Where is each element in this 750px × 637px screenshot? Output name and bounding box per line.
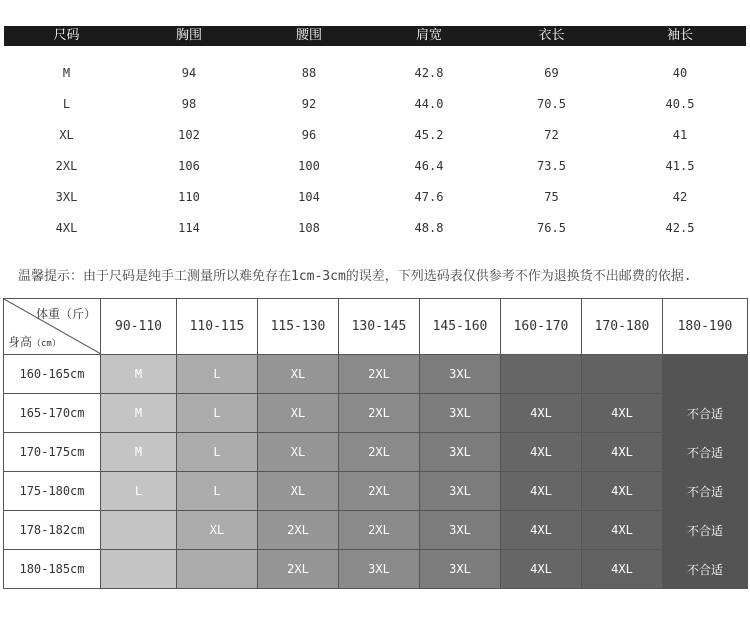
size-cell: 100 (298, 159, 320, 173)
size-recommendation-cell: 2XL (258, 511, 339, 550)
size-recommendation-cell: 4XL (582, 394, 663, 433)
size-recommendation-cell: 3XL (339, 550, 420, 589)
size-recommendation-cell (501, 355, 582, 394)
size-cell: 76.5 (537, 221, 566, 235)
size-recommendation-cell: L (177, 394, 258, 433)
header-waist: 腰围 (295, 28, 322, 43)
size-recommendation-cell: 不合适 (663, 394, 748, 433)
size-cell: M (62, 66, 71, 80)
size-recommendation-cell: L (177, 433, 258, 472)
size-recommendation-cell (177, 550, 258, 589)
size-cell: 98 (181, 97, 197, 111)
weight-header-cell: 90-110 (101, 299, 177, 355)
height-label: 身高 (8, 335, 33, 349)
size-cell: 94 (181, 66, 197, 80)
size-recommendation-cell: 3XL (420, 550, 501, 589)
size-cell: 47.6 (414, 190, 444, 204)
size-recommendation-cell (101, 511, 177, 550)
size-recommendation-cell: 不合适 (663, 433, 748, 472)
size-cell: 46.4 (414, 159, 444, 173)
size-recommendation-cell: 2XL (339, 433, 420, 472)
weight-header-cell: 145-160 (420, 299, 501, 355)
size-recommendation-cell: 4XL (501, 550, 582, 589)
size-recommendation-cell: 4XL (582, 511, 663, 550)
size-cell: 88 (301, 66, 317, 80)
size-recommendation-cell: 2XL (258, 550, 339, 589)
size-recommendation-cell: 不合适 (663, 472, 748, 511)
size-recommendation-cell (663, 355, 748, 394)
size-recommendation-cell: 4XL (501, 511, 582, 550)
size-recommendation-cell: M (101, 355, 177, 394)
size-cell: 73.5 (537, 159, 566, 173)
size-cell: 48.8 (414, 221, 444, 235)
size-recommendation-cell: XL (258, 355, 339, 394)
header-sleeve: 袖长 (666, 28, 693, 43)
size-recommendation-cell: 3XL (420, 355, 501, 394)
height-row (4, 355, 748, 394)
size-cell: XL (59, 128, 74, 142)
weight-header-cell: 110-115 (177, 299, 258, 355)
size-table-body (4, 58, 746, 244)
height-unit: （cm） (32, 339, 61, 349)
size-cell: 40.5 (665, 97, 695, 111)
size-cell: 42.8 (414, 66, 444, 80)
size-recommendation-cell: 4XL (501, 433, 582, 472)
height-range-cell: 178-182cm (4, 511, 101, 550)
size-recommendation-grid (3, 298, 747, 608)
size-recommendation-cell: 4XL (582, 433, 663, 472)
size-recommendation-cell: 不合适 (663, 550, 748, 589)
size-recommendation-cell: 4XL (582, 472, 663, 511)
size-recommendation-cell (101, 550, 177, 589)
size-recommendation-cell: 4XL (582, 550, 663, 589)
size-recommendation-cell: 2XL (339, 472, 420, 511)
size-recommendation-cell: L (101, 472, 177, 511)
size-recommendation-cell: XL (177, 511, 258, 550)
header-chest: 胸围 (175, 28, 202, 43)
size-recommendation-cell: 2XL (339, 355, 420, 394)
size-cell: 3XL (55, 190, 78, 204)
weight-header-cell: 130-145 (339, 299, 420, 355)
weight-header-cell: 170-180 (582, 299, 663, 355)
size-recommendation-cell: XL (258, 433, 339, 472)
size-recommendation-cell: 3XL (420, 394, 501, 433)
size-cell: L (62, 97, 71, 111)
size-recommendation-cell: 3XL (420, 472, 501, 511)
header-shoulder: 肩宽 (415, 28, 442, 43)
size-cell: 92 (301, 97, 317, 111)
height-range-cell: 165-170cm (4, 394, 101, 433)
size-cell: 41 (672, 128, 688, 142)
size-recommendation-cell: XL (258, 394, 339, 433)
height-row (4, 472, 748, 511)
size-cell: 102 (178, 128, 200, 142)
weight-label: 体重（斤） (35, 307, 96, 321)
height-row (4, 550, 748, 589)
size-row (4, 182, 746, 213)
height-range-cell: 180-185cm (4, 550, 101, 589)
weight-header-row (4, 299, 748, 355)
size-recommendation-cell: 4XL (501, 394, 582, 433)
size-row (4, 213, 746, 244)
size-cell: 45.2 (414, 128, 444, 142)
header-size: 尺码 (53, 28, 80, 43)
size-row (4, 58, 746, 89)
height-row (4, 511, 748, 550)
size-row (4, 120, 746, 151)
size-cell: 69 (544, 66, 559, 80)
size-cell: 70.5 (537, 97, 566, 111)
size-recommendation-cell: 4XL (501, 472, 582, 511)
height-range-cell: 170-175cm (4, 433, 101, 472)
size-recommendation-cell: L (177, 472, 258, 511)
size-cell: 41.5 (665, 159, 695, 173)
size-cell: 106 (178, 159, 200, 173)
size-row (4, 151, 746, 182)
size-cell: 42.5 (665, 221, 695, 235)
weight-header-cell: 180-190 (663, 299, 748, 355)
size-table-header (4, 26, 746, 46)
size-recommendation-cell: L (177, 355, 258, 394)
height-range-cell: 175-180cm (4, 472, 101, 511)
size-cell: 96 (301, 128, 317, 142)
size-cell: 2XL (55, 159, 78, 173)
header-length: 衣长 (538, 28, 565, 43)
corner-cell (4, 299, 101, 355)
size-recommendation-cell: 3XL (420, 433, 501, 472)
size-recommendation-cell: 不合适 (663, 511, 748, 550)
size-cell: 114 (178, 221, 200, 235)
size-recommendation-cell (582, 355, 663, 394)
size-cell: 108 (298, 221, 320, 235)
size-recommendation-cell: M (101, 394, 177, 433)
weight-header-cell: 160-170 (501, 299, 582, 355)
size-cell: 4XL (55, 221, 78, 235)
size-cell: 75 (544, 190, 559, 204)
size-cell: 110 (178, 190, 200, 204)
weight-header-cell: 115-130 (258, 299, 339, 355)
size-cell: 104 (298, 190, 320, 204)
height-row (4, 394, 748, 433)
size-cell: 42 (672, 190, 688, 204)
height-label-wrap (8, 333, 61, 350)
size-recommendation-cell: M (101, 433, 177, 472)
recommendation-table (3, 298, 748, 589)
size-cell: 44.0 (414, 97, 444, 111)
size-row (4, 89, 746, 120)
height-row (4, 433, 748, 472)
size-recommendation-cell: XL (258, 472, 339, 511)
size-recommendation-cell: 2XL (339, 511, 420, 550)
size-recommendation-cell: 3XL (420, 511, 501, 550)
notice-text: 温馨提示：由于尺码是纯手工测量所以难免存在1cm-3cm的误差，下列选码表仅供参考不作为退换货不出邮费的依据. (18, 269, 692, 284)
height-range-cell: 160-165cm (4, 355, 101, 394)
size-cell: 72 (544, 128, 559, 142)
size-recommendation-cell: 2XL (339, 394, 420, 433)
size-cell: 40 (672, 66, 688, 80)
